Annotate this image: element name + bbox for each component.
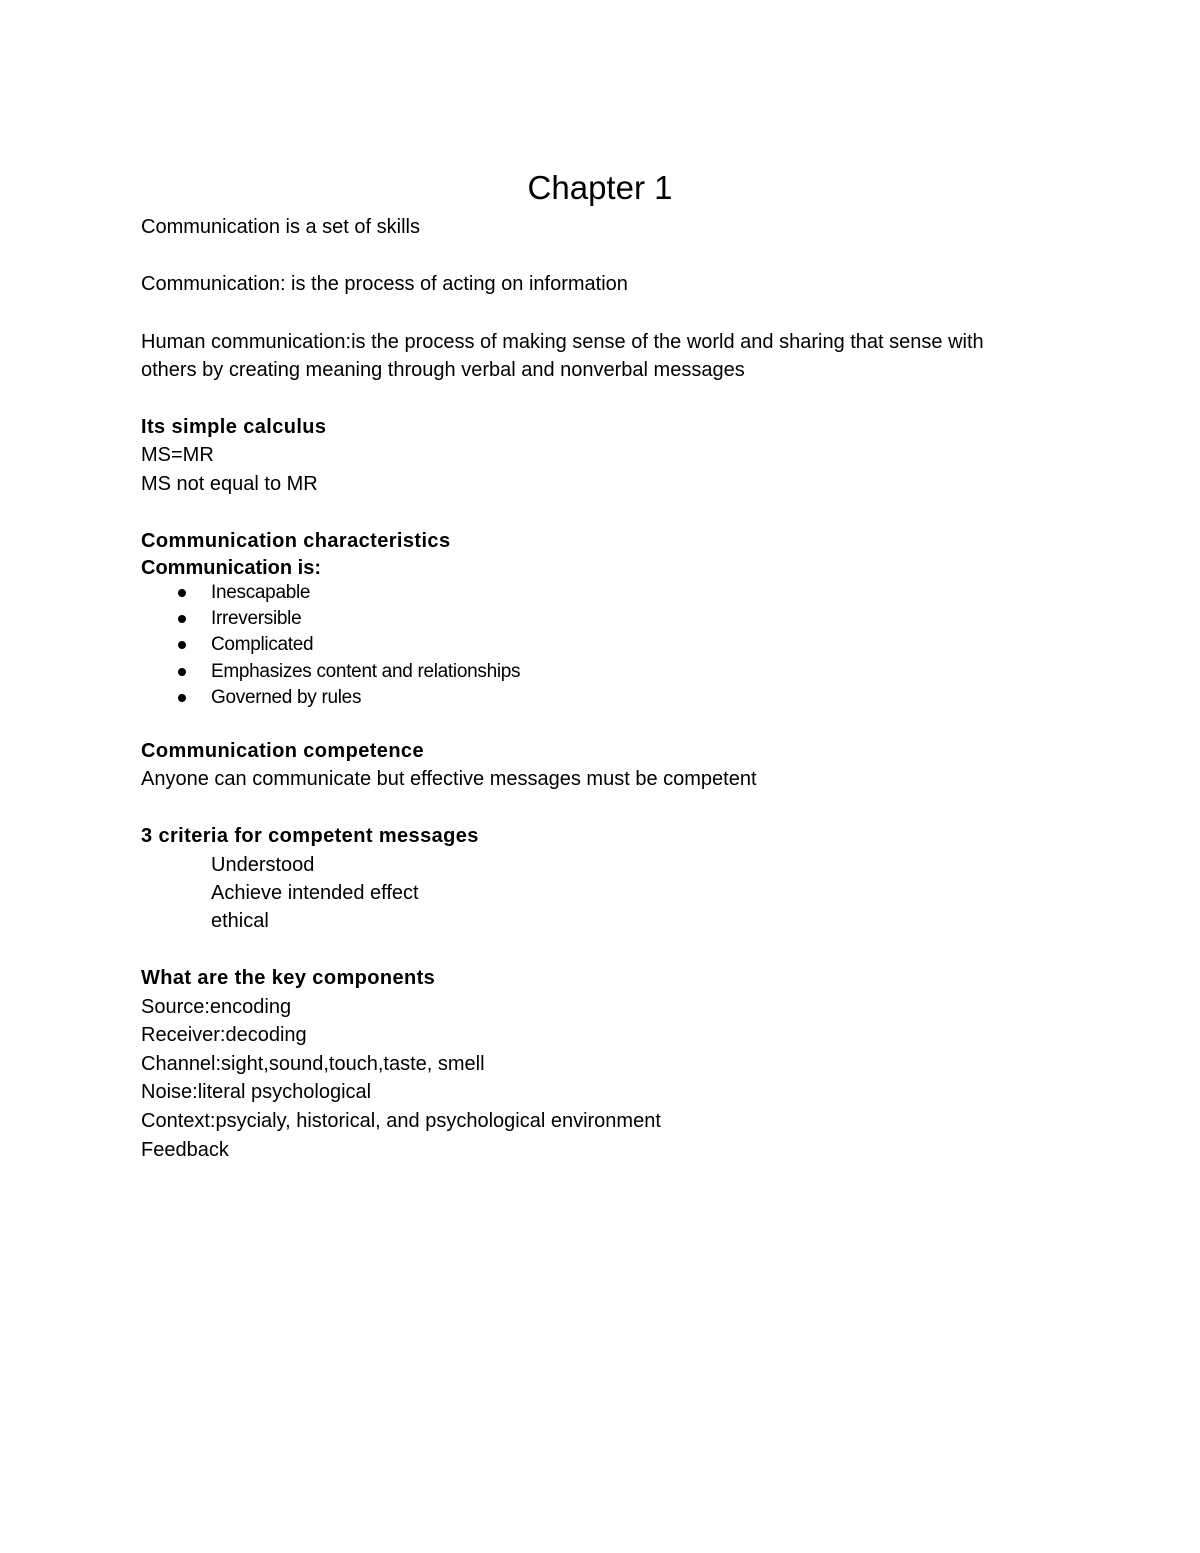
characteristics-subheading: Communication is: [141,557,322,579]
component-item: Feedback [141,1139,229,1161]
bullet-icon [178,589,186,597]
component-item: Noise:literal psychological [141,1081,372,1103]
component-item: Channel:sight,sound,touch,taste, smell [141,1053,485,1075]
bullet-icon [178,615,186,623]
calculus-line: MS=MR [141,444,214,466]
section-heading-criteria: 3 criteria for competent messages [141,825,479,847]
list-item-text: Emphasizes content and relationships [211,660,521,682]
section-heading-characteristics: Communication characteristics [141,530,451,552]
component-item: Receiver:decoding [141,1024,307,1046]
bullet-icon [178,668,186,676]
list-item-text: Complicated [211,634,314,656]
section-heading-calculus: Its simple calculus [141,416,327,438]
component-item: Context:psycialy, historical, and psychological environment [141,1110,661,1132]
page-title: Chapter 1 [527,169,673,206]
calculus-line: MS not equal to MR [141,473,318,495]
criteria-item: ethical [211,910,269,932]
definition-skills: Communication is a set of skills [141,216,420,238]
definition-human-communication-line-1: Human communication:is the process of making sense of the world and sharing that sense with [141,331,984,353]
section-heading-components: What are the key components [141,967,436,989]
component-item: Source:encoding [141,996,292,1018]
definition-communication: Communication: is the process of acting on information [141,273,628,295]
list-item-text: Inescapable [211,582,311,603]
definition-human-communication-line-2: others by creating meaning through verbal and nonverbal messages [141,359,745,381]
competence-text: Anyone can communicate but effective messages must be competent [141,768,757,790]
list-item-text: Irreversible [211,608,302,630]
criteria-item: Understood [211,854,315,876]
criteria-item: Achieve intended effect [211,882,419,904]
list-item-text: Governed by rules [211,686,362,708]
bullet-icon [178,641,186,649]
bullet-icon [178,694,186,702]
section-heading-competence: Communication competence [141,740,424,762]
